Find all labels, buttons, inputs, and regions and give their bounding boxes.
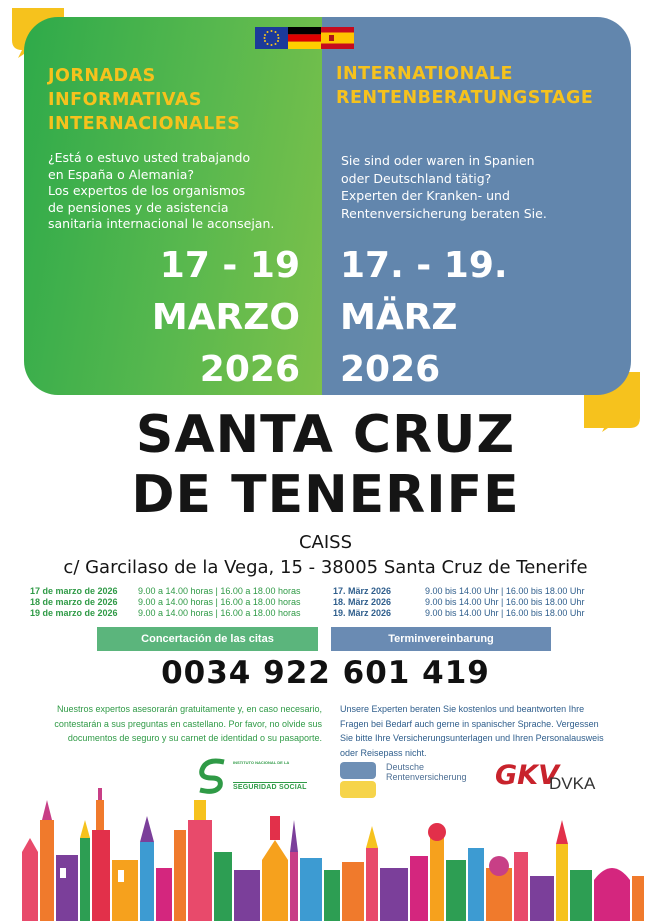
schedule-hours: 9.00 a 14.00 horas | 16.00 a 18.00 horas [138, 597, 301, 607]
intro-line: en España o Alemania? [48, 166, 195, 182]
intro-spanish [48, 150, 318, 233]
date-month: MÄRZ [340, 297, 458, 338]
schedule-date: 17 de marzo de 2026 [30, 586, 118, 596]
germany-flag-icon [288, 27, 321, 49]
schedule-row [333, 597, 584, 608]
appointment-banner-german: Terminvereinbarung [331, 627, 551, 651]
schedule-date: 19. März 2026 [333, 608, 392, 618]
schedule-hours: 9.00 bis 14.00 Uhr | 16.00 bis 18.00 Uhr [425, 597, 585, 607]
schedule-row [333, 608, 584, 619]
appointment-banner-spanish: Concertación de las citas [97, 627, 318, 651]
eu-flag-icon [255, 27, 288, 49]
date-days: 17. - 19. [340, 245, 508, 286]
event-date-spanish [120, 240, 300, 396]
note-spanish [22, 702, 322, 746]
seguridad-social-name: SEGURIDAD SOCIAL [233, 784, 307, 791]
schedule-hours: 9.00 a 14.00 horas | 16.00 a 18.00 horas [138, 586, 301, 596]
gkv-dvka-logo [495, 760, 610, 796]
schedule-hours: 9.00 a 14.00 horas | 16.00 a 18.00 horas [138, 608, 301, 618]
heading-line: JORNADAS [48, 66, 156, 86]
schedule-hours: 9.00 bis 14.00 Uhr | 16.00 bis 18.00 Uhr [425, 586, 585, 596]
intro-line: de pensiones y de asistencia [48, 199, 229, 215]
phone-number[interactable]: 0034 922 601 419 [161, 655, 490, 691]
date-year: 2026 [340, 349, 441, 390]
schedule-date: 18. März 2026 [333, 597, 392, 607]
event-date-german [340, 240, 508, 396]
drv-line: Deutsche [386, 762, 425, 772]
heading-line: INFORMATIVAS [48, 90, 203, 110]
heading-german [336, 62, 593, 110]
drv-emblem-icon [340, 762, 376, 798]
heading-spanish [48, 64, 240, 136]
date-year: 2026 [199, 349, 300, 390]
heading-line: INTERNATIONALE [336, 64, 513, 84]
drv-line: Rentenversicherung [386, 772, 467, 782]
venue-name: CAISS [298, 532, 353, 553]
gkv-text: GKV [495, 760, 559, 791]
venue-address: c/ Garcilaso de la Vega, 15 - 38005 Santa Cruz de Tenerife [63, 557, 588, 578]
intro-line: Experten der Kranken- und [341, 188, 510, 203]
date-month: MARZO [151, 297, 300, 338]
note-line: Unsere Experten beraten Sie kostenlos und beantworten Ihre [340, 704, 585, 714]
city-title-line: SANTA CRUZ [135, 405, 516, 465]
schedule-hours: 9.00 bis 14.00 Uhr | 16.00 bis 18.00 Uhr [425, 608, 585, 618]
schedule-row [333, 586, 584, 597]
schedule-date: 17. März 2026 [333, 586, 392, 596]
deutsche-rentenversicherung-logo [340, 762, 480, 802]
date-days: 17 - 19 [159, 245, 300, 286]
flags [255, 27, 354, 49]
intro-german [341, 152, 611, 222]
schedule-german [333, 586, 584, 619]
note-line: documentos de seguro y su carnet de identidad o su pasaporte. [67, 733, 322, 743]
dvka-text: DVKA [549, 774, 596, 793]
seguridad-social-title: INSTITUTO NACIONAL DE LA [233, 760, 290, 765]
city-title-line: DE TENERIFE [131, 465, 520, 525]
heading-line: RENTENBERATUNGSTAGE [336, 88, 594, 108]
schedule-date: 18 de marzo de 2026 [30, 597, 118, 607]
schedule-row [30, 608, 300, 619]
intro-line: Sie sind oder waren in Spanien [341, 153, 535, 168]
intro-line: Los expertos de los organismos [48, 183, 246, 198]
spain-flag-icon [321, 27, 354, 49]
intro-line: sanitaria internacional le aconsejan. [48, 216, 275, 231]
intro-line: oder Deutschland tätig? [341, 170, 492, 186]
drv-text [386, 762, 467, 782]
schedule-row [30, 597, 300, 608]
note-german [340, 702, 640, 760]
heading-line: INTERNACIONALES [48, 114, 241, 134]
seguridad-social-logo [196, 758, 316, 798]
seguridad-social-emblem-icon [196, 758, 230, 794]
note-line: Fragen bei Bedarf auch gerne in spanischer Sprache. Vergessen [340, 718, 599, 729]
note-line: Nuestros expertos asesorarán gratuitamente y, en caso necesario, [57, 704, 322, 714]
note-line: contestarán a sus preguntas en castellano. Por favor, no olvide sus [54, 718, 322, 729]
note-line: oder Reisepass nicht. [340, 747, 427, 758]
intro-line: Rentenversicherung beraten Sie. [341, 205, 547, 221]
schedule-row [30, 586, 300, 597]
intro-line: ¿Está o estuvo usted trabajando [48, 150, 251, 165]
schedule-date: 19 de marzo de 2026 [30, 608, 118, 618]
schedule-spanish [30, 586, 300, 619]
note-line: Sie bitte Ihre Versicherungsunterlagen und Ihren Personalausweis [340, 733, 604, 743]
